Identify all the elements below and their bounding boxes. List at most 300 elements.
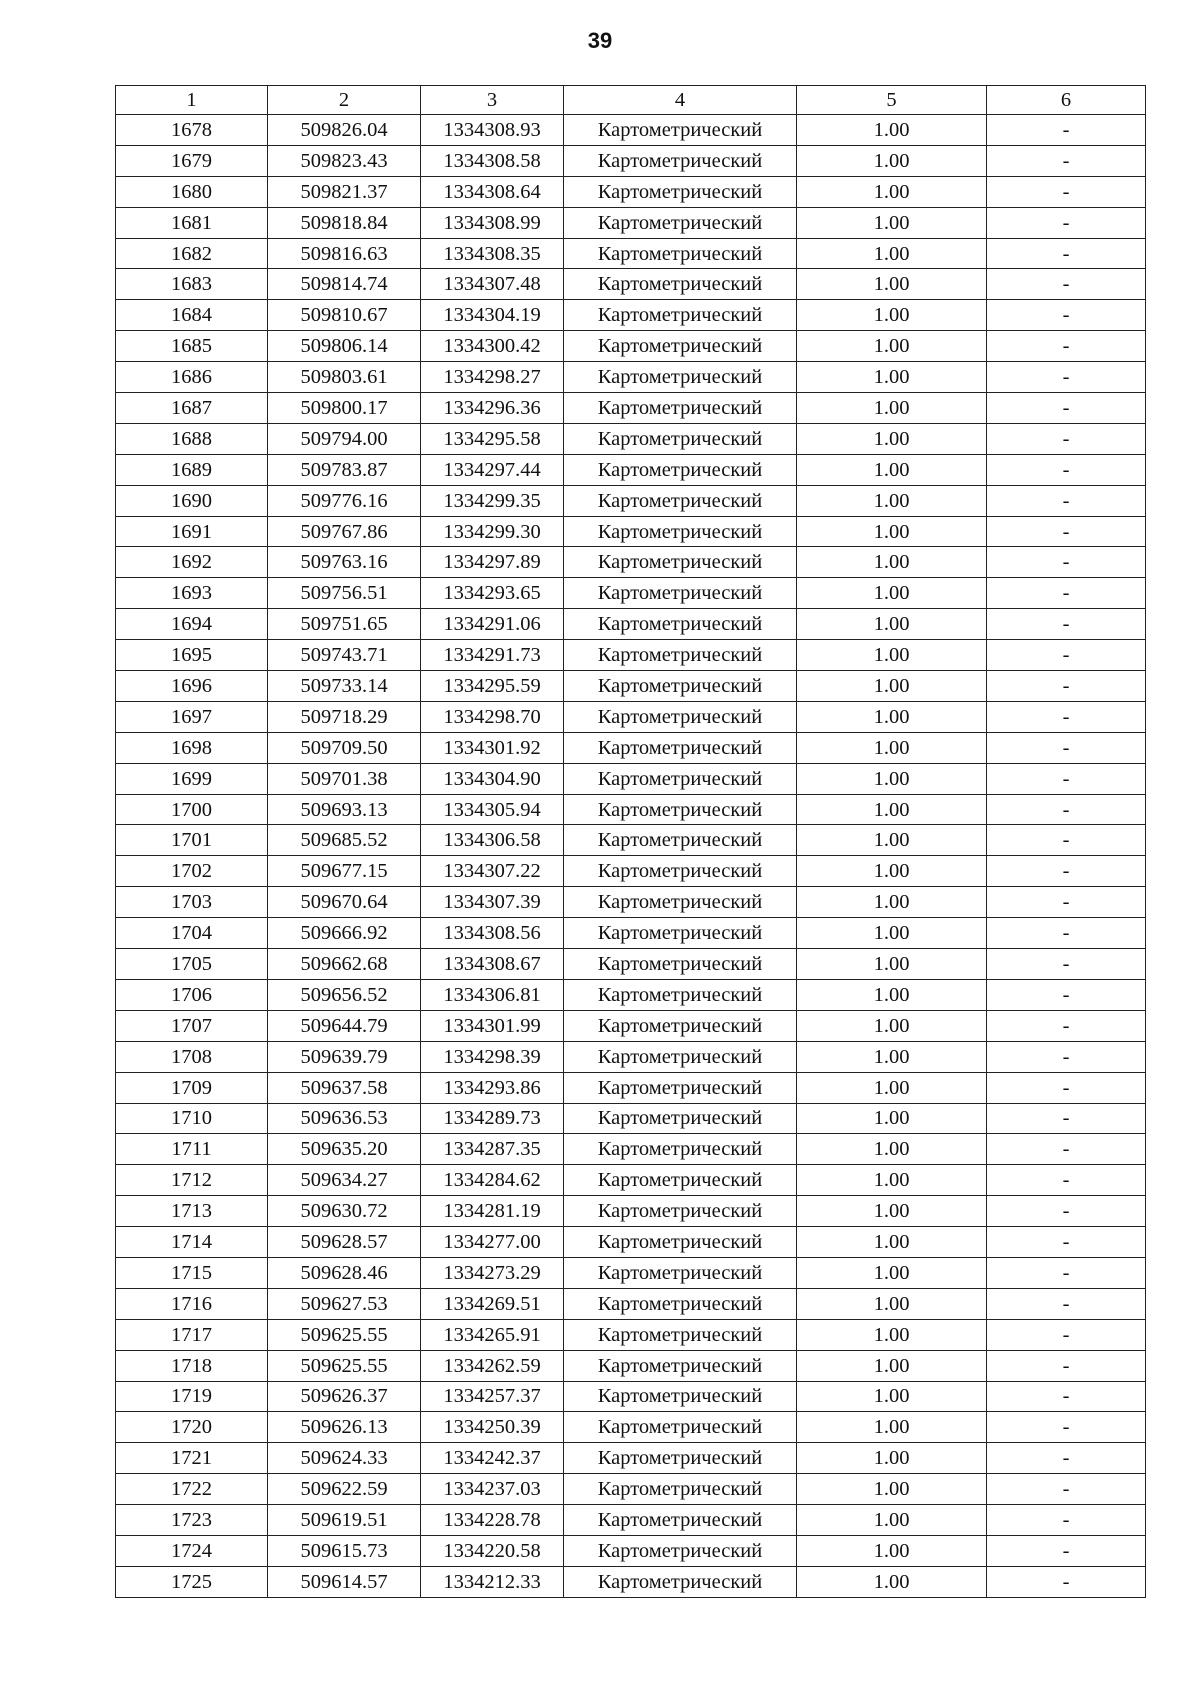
column-header: 5 (797, 86, 987, 115)
table-cell: 1.00 (797, 1474, 987, 1505)
table-cell: 1334295.58 (421, 423, 564, 454)
table-cell: 1334291.73 (421, 640, 564, 671)
table-cell: 1.00 (797, 362, 987, 393)
table-cell: 1702 (116, 856, 268, 887)
table-cell: 509701.38 (268, 763, 421, 794)
table-cell: 1722 (116, 1474, 268, 1505)
table-cell: 1682 (116, 238, 268, 269)
table-row (116, 640, 1146, 671)
table-cell: - (987, 485, 1146, 516)
table-cell: 1681 (116, 207, 268, 238)
table-row (116, 1165, 1146, 1196)
table-cell: 1687 (116, 393, 268, 424)
table-cell: 1334220.58 (421, 1535, 564, 1566)
table-header-row (116, 86, 1146, 115)
table-cell: Картометрический (564, 701, 797, 732)
table-cell: 1696 (116, 671, 268, 702)
table-cell: 1334306.81 (421, 979, 564, 1010)
table-cell: 1679 (116, 145, 268, 176)
table-cell: - (987, 1196, 1146, 1227)
table-cell: 509823.43 (268, 145, 421, 176)
table-cell: 1.00 (797, 1535, 987, 1566)
table-row (116, 115, 1146, 146)
table-cell: 509783.87 (268, 454, 421, 485)
table-cell: - (987, 856, 1146, 887)
table-cell: 1688 (116, 423, 268, 454)
table-row (116, 300, 1146, 331)
table-row (116, 1103, 1146, 1134)
table-row (116, 238, 1146, 269)
table-cell: - (987, 300, 1146, 331)
table-cell: 1.00 (797, 547, 987, 578)
table-row (116, 1350, 1146, 1381)
table-cell: 1334297.44 (421, 454, 564, 485)
table-cell: 1680 (116, 176, 268, 207)
table-cell: 1.00 (797, 887, 987, 918)
table-cell: 1713 (116, 1196, 268, 1227)
table-cell: 1.00 (797, 331, 987, 362)
table-cell: Картометрический (564, 1566, 797, 1597)
table-cell: Картометрический (564, 1505, 797, 1536)
table-cell: 1334293.86 (421, 1072, 564, 1103)
table-cell: 1334228.78 (421, 1505, 564, 1536)
table-cell: 509685.52 (268, 825, 421, 856)
table-cell: 509625.55 (268, 1350, 421, 1381)
table-cell: 509816.63 (268, 238, 421, 269)
table-cell: 1.00 (797, 825, 987, 856)
table-cell: 1334295.59 (421, 671, 564, 702)
table-row (116, 1196, 1146, 1227)
table-cell: Картометрический (564, 423, 797, 454)
table-cell: 1.00 (797, 1165, 987, 1196)
table-cell: Картометрический (564, 1288, 797, 1319)
table-cell: - (987, 454, 1146, 485)
table-cell: Картометрический (564, 671, 797, 702)
column-header: 1 (116, 86, 268, 115)
table-cell: 1334307.39 (421, 887, 564, 918)
table-cell: Картометрический (564, 238, 797, 269)
table-cell: 1.00 (797, 578, 987, 609)
table-cell: 1693 (116, 578, 268, 609)
table-cell: 1.00 (797, 485, 987, 516)
table-cell: 1334289.73 (421, 1103, 564, 1134)
table-cell: Картометрический (564, 856, 797, 887)
table-cell: - (987, 949, 1146, 980)
table-cell: - (987, 979, 1146, 1010)
table-row (116, 1381, 1146, 1412)
table-row (116, 1412, 1146, 1443)
table-cell: 1334306.58 (421, 825, 564, 856)
table-cell: - (987, 732, 1146, 763)
table-cell: 1.00 (797, 1196, 987, 1227)
table-cell: 1.00 (797, 1381, 987, 1412)
table-cell: 509627.53 (268, 1288, 421, 1319)
table-cell: 1334273.29 (421, 1257, 564, 1288)
table-cell: - (987, 1474, 1146, 1505)
table-cell: 1334257.37 (421, 1381, 564, 1412)
table-cell: 1706 (116, 979, 268, 1010)
table-row (116, 176, 1146, 207)
table-cell: 1334242.37 (421, 1443, 564, 1474)
table-row (116, 423, 1146, 454)
table-cell: 1334298.39 (421, 1041, 564, 1072)
table-cell: 1334212.33 (421, 1566, 564, 1597)
table-cell: 509636.53 (268, 1103, 421, 1134)
table-cell: 509826.04 (268, 115, 421, 146)
table-cell: Картометрический (564, 887, 797, 918)
table-cell: 1334308.67 (421, 949, 564, 980)
table-cell: 1334296.36 (421, 393, 564, 424)
table-cell: - (987, 609, 1146, 640)
table-cell: 1719 (116, 1381, 268, 1412)
table-row (116, 1319, 1146, 1350)
table-cell: 1721 (116, 1443, 268, 1474)
table-cell: 1334281.19 (421, 1196, 564, 1227)
table-cell: Картометрический (564, 1010, 797, 1041)
table-row (116, 516, 1146, 547)
table-cell: 1714 (116, 1227, 268, 1258)
table-cell: 509743.71 (268, 640, 421, 671)
table-cell: 1334301.92 (421, 732, 564, 763)
table-cell: Картометрический (564, 454, 797, 485)
table-cell: 1678 (116, 115, 268, 146)
table-cell: 1.00 (797, 393, 987, 424)
table-cell: 509806.14 (268, 331, 421, 362)
table-cell: 1.00 (797, 1103, 987, 1134)
table-cell: 509635.20 (268, 1134, 421, 1165)
table-cell: 1.00 (797, 640, 987, 671)
table-cell: 1698 (116, 732, 268, 763)
table-cell: 1334301.99 (421, 1010, 564, 1041)
table-cell: 1701 (116, 825, 268, 856)
table-row (116, 1134, 1146, 1165)
table-row (116, 671, 1146, 702)
table-row (116, 269, 1146, 300)
table-cell: 1686 (116, 362, 268, 393)
table-cell: 1.00 (797, 979, 987, 1010)
table-cell: 1.00 (797, 1010, 987, 1041)
column-header: 2 (268, 86, 421, 115)
table-cell: - (987, 701, 1146, 732)
table-cell: 1685 (116, 331, 268, 362)
coordinates-table (115, 85, 1146, 1598)
table-cell: 509626.13 (268, 1412, 421, 1443)
table-cell: 1.00 (797, 671, 987, 702)
table-cell: 1334265.91 (421, 1319, 564, 1350)
table-cell: 509794.00 (268, 423, 421, 454)
table-cell: Картометрический (564, 949, 797, 980)
table-cell: Картометрический (564, 1319, 797, 1350)
table-cell: 1709 (116, 1072, 268, 1103)
table-cell: Картометрический (564, 578, 797, 609)
table-cell: 1.00 (797, 1319, 987, 1350)
table-cell: 1.00 (797, 1072, 987, 1103)
table-cell: Картометрический (564, 763, 797, 794)
table-row (116, 145, 1146, 176)
table-cell: 1694 (116, 609, 268, 640)
table-cell: 1.00 (797, 856, 987, 887)
table-cell: 509776.16 (268, 485, 421, 516)
table-row (116, 578, 1146, 609)
table-cell: 509628.46 (268, 1257, 421, 1288)
table-cell: Картометрический (564, 640, 797, 671)
table-cell: 1.00 (797, 1288, 987, 1319)
table-cell: 1.00 (797, 115, 987, 146)
table-cell: 1334277.00 (421, 1227, 564, 1258)
table-cell: 1.00 (797, 454, 987, 485)
table-cell: 1.00 (797, 1227, 987, 1258)
table-cell: - (987, 1010, 1146, 1041)
table-cell: - (987, 1381, 1146, 1412)
table-cell: 1704 (116, 918, 268, 949)
table-cell: 1.00 (797, 609, 987, 640)
table-cell: 1334307.48 (421, 269, 564, 300)
table-cell: - (987, 1412, 1146, 1443)
table-cell: 1334308.56 (421, 918, 564, 949)
table-cell: 1689 (116, 454, 268, 485)
table-cell: 1.00 (797, 207, 987, 238)
table-cell: 509662.68 (268, 949, 421, 980)
table-cell: 1717 (116, 1319, 268, 1350)
table-cell: 509800.17 (268, 393, 421, 424)
table-cell: 509818.84 (268, 207, 421, 238)
table-cell: Картометрический (564, 516, 797, 547)
table-cell: 509666.92 (268, 918, 421, 949)
table-cell: Картометрический (564, 485, 797, 516)
table-row (116, 609, 1146, 640)
table-cell: Картометрический (564, 1134, 797, 1165)
table-row (116, 331, 1146, 362)
table-row (116, 1566, 1146, 1597)
table-cell: 1.00 (797, 269, 987, 300)
table-cell: Картометрический (564, 362, 797, 393)
table-cell: - (987, 794, 1146, 825)
table-cell: 1334298.70 (421, 701, 564, 732)
table-row (116, 1535, 1146, 1566)
table-row (116, 1041, 1146, 1072)
table-cell: 509733.14 (268, 671, 421, 702)
table-cell: - (987, 1227, 1146, 1258)
table-cell: 1334308.58 (421, 145, 564, 176)
table-cell: 1725 (116, 1566, 268, 1597)
table-row (116, 1505, 1146, 1536)
table-cell: - (987, 331, 1146, 362)
table-cell: 1691 (116, 516, 268, 547)
table-cell: Картометрический (564, 1443, 797, 1474)
table-cell: - (987, 238, 1146, 269)
table-cell: - (987, 1535, 1146, 1566)
table-cell: 1334299.30 (421, 516, 564, 547)
table-cell: Картометрический (564, 115, 797, 146)
table-cell: 509763.16 (268, 547, 421, 578)
table-cell: 509622.59 (268, 1474, 421, 1505)
table-cell: - (987, 547, 1146, 578)
table-cell: 1.00 (797, 1443, 987, 1474)
table-cell: Картометрический (564, 918, 797, 949)
table-cell: Картометрический (564, 1535, 797, 1566)
table-cell: 509677.15 (268, 856, 421, 887)
table-cell: - (987, 1505, 1146, 1536)
table-cell: - (987, 1134, 1146, 1165)
table-cell: 1334307.22 (421, 856, 564, 887)
table-cell: 1334304.19 (421, 300, 564, 331)
table-cell: Картометрический (564, 176, 797, 207)
table-cell: - (987, 1165, 1146, 1196)
table-cell: 509767.86 (268, 516, 421, 547)
table-row (116, 1288, 1146, 1319)
table-row (116, 825, 1146, 856)
table-cell: - (987, 207, 1146, 238)
table-cell: 1334269.51 (421, 1288, 564, 1319)
table-body (116, 115, 1146, 1598)
table-cell: 1.00 (797, 423, 987, 454)
table-cell: 509810.67 (268, 300, 421, 331)
table-cell: Картометрический (564, 609, 797, 640)
table-cell: - (987, 423, 1146, 454)
table-cell: Картометрический (564, 1165, 797, 1196)
table-cell: Картометрический (564, 794, 797, 825)
table-row (116, 1474, 1146, 1505)
table-cell: 1700 (116, 794, 268, 825)
table-cell: 1716 (116, 1288, 268, 1319)
table-cell: 1.00 (797, 1257, 987, 1288)
table-cell: 1334308.35 (421, 238, 564, 269)
table-cell: 1334308.99 (421, 207, 564, 238)
table-cell: Картометрический (564, 300, 797, 331)
table-cell: 1.00 (797, 1134, 987, 1165)
table-cell: Картометрический (564, 1381, 797, 1412)
table-cell: 1334250.39 (421, 1412, 564, 1443)
table-cell: 509803.61 (268, 362, 421, 393)
table-cell: 1710 (116, 1103, 268, 1134)
table-cell: - (987, 918, 1146, 949)
table-row (116, 1443, 1146, 1474)
table-cell: 1334304.90 (421, 763, 564, 794)
table-cell: - (987, 1257, 1146, 1288)
table-cell: Картометрический (564, 732, 797, 763)
table-cell: - (987, 269, 1146, 300)
table-row (116, 454, 1146, 485)
table-cell: Картометрический (564, 1350, 797, 1381)
table-cell: 1715 (116, 1257, 268, 1288)
table-cell: 1334237.03 (421, 1474, 564, 1505)
table-cell: 509637.58 (268, 1072, 421, 1103)
table-cell: 1718 (116, 1350, 268, 1381)
table-cell: 1690 (116, 485, 268, 516)
table-row (116, 1010, 1146, 1041)
table-cell: 1707 (116, 1010, 268, 1041)
table-cell: 509626.37 (268, 1381, 421, 1412)
table-cell: Картометрический (564, 269, 797, 300)
table-cell: 1334305.94 (421, 794, 564, 825)
table-cell: 509814.74 (268, 269, 421, 300)
table-cell: 509634.27 (268, 1165, 421, 1196)
table-cell: 1334299.35 (421, 485, 564, 516)
table-row (116, 918, 1146, 949)
table-row (116, 362, 1146, 393)
table-cell: 509615.73 (268, 1535, 421, 1566)
table-row (116, 485, 1146, 516)
table-cell: - (987, 1072, 1146, 1103)
table-row (116, 732, 1146, 763)
table-cell: Картометрический (564, 393, 797, 424)
table-cell: 1.00 (797, 763, 987, 794)
table-cell: 1334287.35 (421, 1134, 564, 1165)
table-cell: 509751.65 (268, 609, 421, 640)
table-cell: 1705 (116, 949, 268, 980)
table-cell: - (987, 176, 1146, 207)
table-cell: 509709.50 (268, 732, 421, 763)
table-cell: 1334298.27 (421, 362, 564, 393)
table-cell: Картометрический (564, 207, 797, 238)
table-cell: 509821.37 (268, 176, 421, 207)
table-cell: 1.00 (797, 1350, 987, 1381)
table-cell: Картометрический (564, 1257, 797, 1288)
table-cell: 1334297.89 (421, 547, 564, 578)
table-row (116, 979, 1146, 1010)
table-cell: 1.00 (797, 1566, 987, 1597)
table-cell: - (987, 1319, 1146, 1350)
table-cell: 509656.52 (268, 979, 421, 1010)
table-cell: Картометрический (564, 1474, 797, 1505)
table-cell: 1.00 (797, 145, 987, 176)
table-cell: - (987, 763, 1146, 794)
table-row (116, 1257, 1146, 1288)
table-row (116, 887, 1146, 918)
table-cell: Картометрический (564, 1041, 797, 1072)
table-cell: 1.00 (797, 516, 987, 547)
table-cell: - (987, 887, 1146, 918)
table-cell: 1.00 (797, 794, 987, 825)
table-cell: 509756.51 (268, 578, 421, 609)
table-cell: - (987, 393, 1146, 424)
column-header: 6 (987, 86, 1146, 115)
table-cell: 1712 (116, 1165, 268, 1196)
table-row (116, 547, 1146, 578)
table-cell: Картометрический (564, 1227, 797, 1258)
table-row (116, 701, 1146, 732)
table-cell: 1703 (116, 887, 268, 918)
table-row (116, 207, 1146, 238)
table-cell: - (987, 516, 1146, 547)
table-cell: 1334262.59 (421, 1350, 564, 1381)
table-row (116, 1227, 1146, 1258)
table-cell: 1334300.42 (421, 331, 564, 362)
table-cell: - (987, 145, 1146, 176)
table-cell: - (987, 1566, 1146, 1597)
table-cell: Картометрический (564, 1072, 797, 1103)
table-cell: 1.00 (797, 949, 987, 980)
table-cell: 1711 (116, 1134, 268, 1165)
table-cell: Картометрический (564, 145, 797, 176)
table-cell: 509628.57 (268, 1227, 421, 1258)
table-cell: Картометрический (564, 825, 797, 856)
table-cell: 509670.64 (268, 887, 421, 918)
table-cell: - (987, 640, 1146, 671)
table-cell: 1334308.64 (421, 176, 564, 207)
table-cell: 1334284.62 (421, 1165, 564, 1196)
table-cell: 1720 (116, 1412, 268, 1443)
table-cell: - (987, 671, 1146, 702)
column-header: 4 (564, 86, 797, 115)
table-cell: 1684 (116, 300, 268, 331)
table-cell: 1334293.65 (421, 578, 564, 609)
table-row (116, 949, 1146, 980)
table-cell: 1.00 (797, 701, 987, 732)
table-cell: - (987, 1443, 1146, 1474)
table-cell: Картометрический (564, 1412, 797, 1443)
table-cell: Картометрический (564, 331, 797, 362)
